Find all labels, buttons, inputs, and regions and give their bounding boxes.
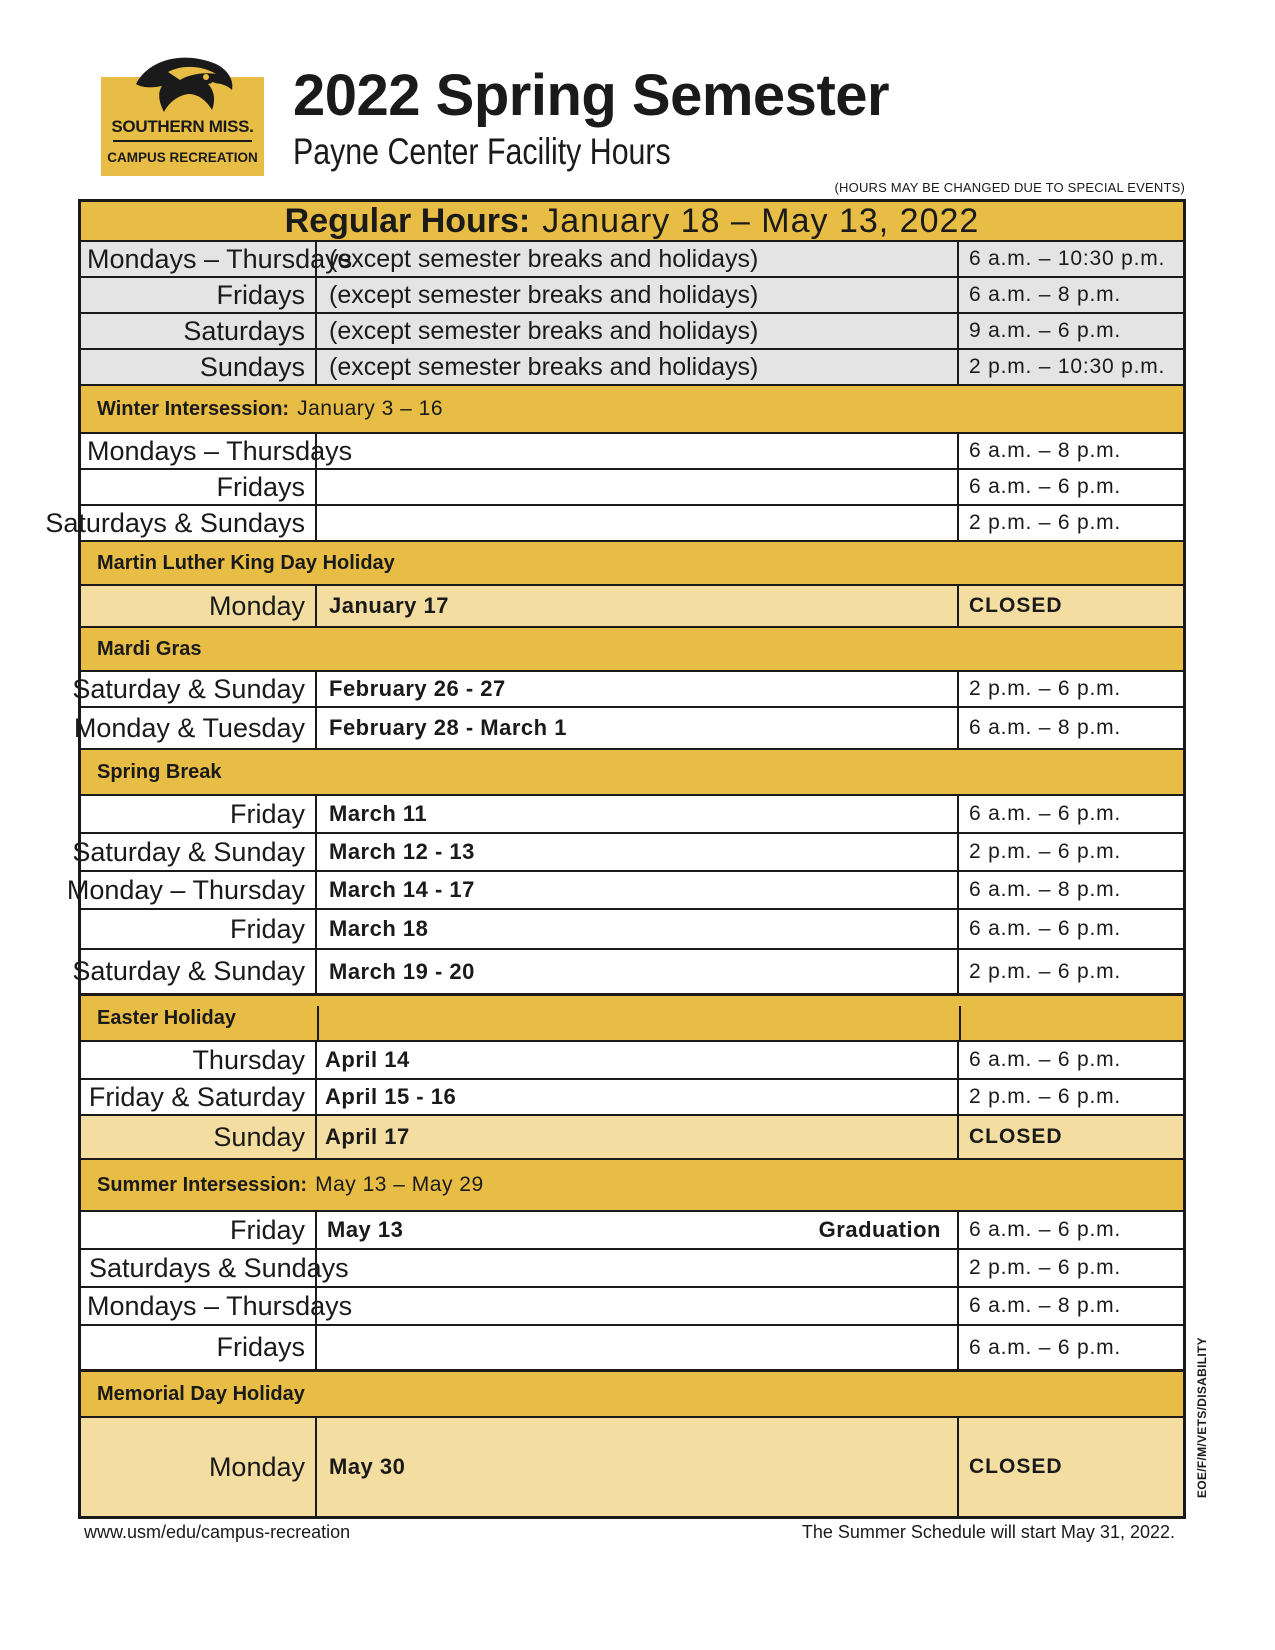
date-value: May 30	[329, 1454, 406, 1479]
table-row	[81, 1080, 1183, 1116]
page-subtitle: Payne Center Facility Hours	[293, 131, 671, 172]
hours-value: 2 p.m. – 6 p.m.	[969, 677, 1122, 700]
section-title: Easter Holiday	[97, 1006, 236, 1029]
table-row	[66, 872, 1183, 910]
hours-value: 6 a.m. – 6 p.m.	[969, 1048, 1122, 1071]
date-value: February 28 - March 1	[329, 715, 567, 740]
day-label: Saturdays	[183, 315, 305, 346]
table-row	[81, 350, 1183, 386]
date-value: March 12 - 13	[329, 839, 475, 864]
date-value: April 17	[325, 1124, 410, 1149]
row-note: (except semester breaks and holidays)	[329, 352, 759, 381]
regular-hours-header	[81, 202, 1183, 242]
section-header-winter	[81, 386, 1183, 434]
hours-value: 6 a.m. – 10:30 p.m.	[969, 247, 1166, 270]
section-header-summer	[81, 1160, 1183, 1212]
day-label: Mondays – Thursdays	[87, 243, 353, 274]
closed-status: CLOSED	[969, 1125, 1063, 1148]
day-label: Friday	[229, 1214, 305, 1245]
day-label: Friday	[229, 798, 305, 829]
table-row	[81, 1212, 1183, 1250]
section-dates: May 13 – May 29	[315, 1173, 484, 1196]
logo-divider	[113, 140, 252, 142]
hours-value: 9 a.m. – 6 p.m.	[969, 319, 1122, 342]
table-row	[81, 1250, 1183, 1288]
day-label: Monday – Thursday	[66, 874, 305, 905]
table-row	[81, 470, 1183, 506]
section-header-memorial	[81, 1372, 1183, 1418]
website-link[interactable]: www.usm/edu/campus-recreation	[84, 1522, 351, 1542]
table-row	[81, 1418, 1183, 1516]
hours-table	[45, 199, 1186, 1519]
table-row	[72, 672, 1183, 708]
hours-value: 2 p.m. – 6 p.m.	[969, 1256, 1122, 1279]
section-header-mardi-gras	[81, 628, 1183, 672]
hours-value: 6 a.m. – 8 p.m.	[969, 283, 1122, 306]
hours-value: 6 a.m. – 8 p.m.	[969, 716, 1122, 739]
section-dates: January 3 – 16	[297, 397, 444, 420]
date-value: April 15 - 16	[325, 1084, 457, 1109]
day-label: Mondays – Thursdays	[87, 1290, 353, 1321]
day-label: Saturday & Sunday	[72, 673, 305, 704]
hours-value: 6 a.m. – 6 p.m.	[969, 475, 1122, 498]
section-title: Spring Break	[97, 760, 222, 783]
section-title: Martin Luther King Day Holiday	[97, 551, 395, 574]
day-label: Monday & Tuesday	[73, 712, 305, 743]
section-title: Memorial Day Holiday	[97, 1382, 305, 1405]
table-row	[81, 1042, 1183, 1080]
date-value: February 26 - 27	[329, 676, 506, 701]
hours-change-note: (HOURS MAY BE CHANGED DUE TO SPECIAL EVENTS)	[834, 180, 1185, 195]
table-row	[72, 950, 1183, 996]
day-label: Fridays	[216, 1332, 305, 1362]
date-value: March 14 - 17	[329, 877, 475, 902]
date-value: March 18	[329, 916, 429, 941]
row-note: (except semester breaks and holidays)	[329, 244, 759, 273]
table-row	[81, 910, 1183, 950]
hours-value: 2 p.m. – 6 p.m.	[969, 1085, 1122, 1108]
hours-value: 6 a.m. – 6 p.m.	[969, 802, 1122, 825]
day-label: Saturday & Sunday	[72, 956, 305, 986]
regular-hours-label: Regular Hours:	[284, 201, 531, 240]
date-value: March 11	[329, 801, 428, 826]
graduation-note: Graduation	[818, 1217, 941, 1242]
section-header-mlk	[81, 542, 1183, 586]
date-value: March 19 - 20	[329, 958, 475, 984]
day-label: Monday	[208, 1451, 305, 1482]
table-row	[81, 1326, 1183, 1372]
date-value: April 14	[325, 1047, 410, 1072]
table-row	[81, 586, 1183, 628]
hours-value: 6 a.m. – 6 p.m.	[969, 1218, 1122, 1241]
day-label: Fridays	[216, 471, 305, 502]
hours-value: 2 p.m. – 6 p.m.	[969, 959, 1122, 983]
day-label: Thursday	[192, 1044, 305, 1075]
day-label: Fridays	[216, 279, 305, 310]
hours-value: 6 a.m. – 8 p.m.	[969, 878, 1122, 901]
day-label: Saturday & Sunday	[72, 836, 305, 867]
section-title: Summer Intersession:	[97, 1173, 308, 1196]
regular-hours-dates: January 18 – May 13, 2022	[542, 201, 980, 240]
row-note: (except semester breaks and holidays)	[329, 316, 759, 345]
day-label: Sundays	[199, 351, 305, 382]
section-header-easter	[81, 996, 1183, 1042]
eagle-icon	[128, 50, 238, 120]
section-title: Winter Intersession:	[97, 397, 290, 420]
eoe-statement: EOE/F/M/VETS/DISABILITY	[1195, 1337, 1209, 1498]
table-row	[81, 1116, 1183, 1160]
day-label: Mondays – Thursdays	[87, 435, 353, 466]
hours-value: 2 p.m. – 10:30 p.m.	[969, 355, 1166, 378]
day-label: Sunday	[213, 1121, 305, 1152]
table-row	[73, 708, 1183, 750]
date-value: January 17	[329, 593, 449, 618]
table-row	[81, 278, 1183, 314]
day-label: Monday	[208, 590, 305, 621]
hours-value: 2 p.m. – 6 p.m.	[969, 840, 1122, 863]
table-row	[81, 434, 1183, 470]
table-row	[81, 242, 1183, 278]
day-label: Friday	[229, 913, 305, 944]
page-title: 2022 Spring Semester	[293, 63, 890, 128]
logo-department: CAMPUS RECREATION	[107, 150, 258, 165]
hours-value: 6 a.m. – 6 p.m.	[969, 1335, 1122, 1359]
table-row	[45, 506, 1183, 542]
hours-value: 6 a.m. – 8 p.m.	[969, 439, 1122, 462]
summer-schedule-note: The Summer Schedule will start May 31, 2022.	[801, 1522, 1175, 1542]
hours-value: 6 a.m. – 6 p.m.	[969, 917, 1122, 940]
section-header-spring-break	[81, 750, 1183, 796]
date-value: May 13	[327, 1217, 404, 1242]
section-title: Mardi Gras	[97, 637, 202, 660]
closed-status: CLOSED	[969, 1455, 1063, 1478]
closed-status: CLOSED	[969, 594, 1063, 617]
table-row	[81, 796, 1183, 834]
row-note: (except semester breaks and holidays)	[329, 280, 759, 309]
hours-value: 2 p.m. – 6 p.m.	[969, 511, 1122, 534]
day-label: Friday & Saturday	[88, 1081, 305, 1112]
logo-name: SOUTHERN MISS.	[111, 117, 254, 136]
table-row	[81, 1288, 1183, 1326]
day-label: Saturdays & Sundays	[45, 507, 305, 538]
hours-value: 6 a.m. – 8 p.m.	[969, 1294, 1122, 1317]
table-row	[72, 834, 1183, 872]
table-row	[81, 314, 1183, 350]
day-label: Saturdays & Sundays	[89, 1252, 349, 1283]
